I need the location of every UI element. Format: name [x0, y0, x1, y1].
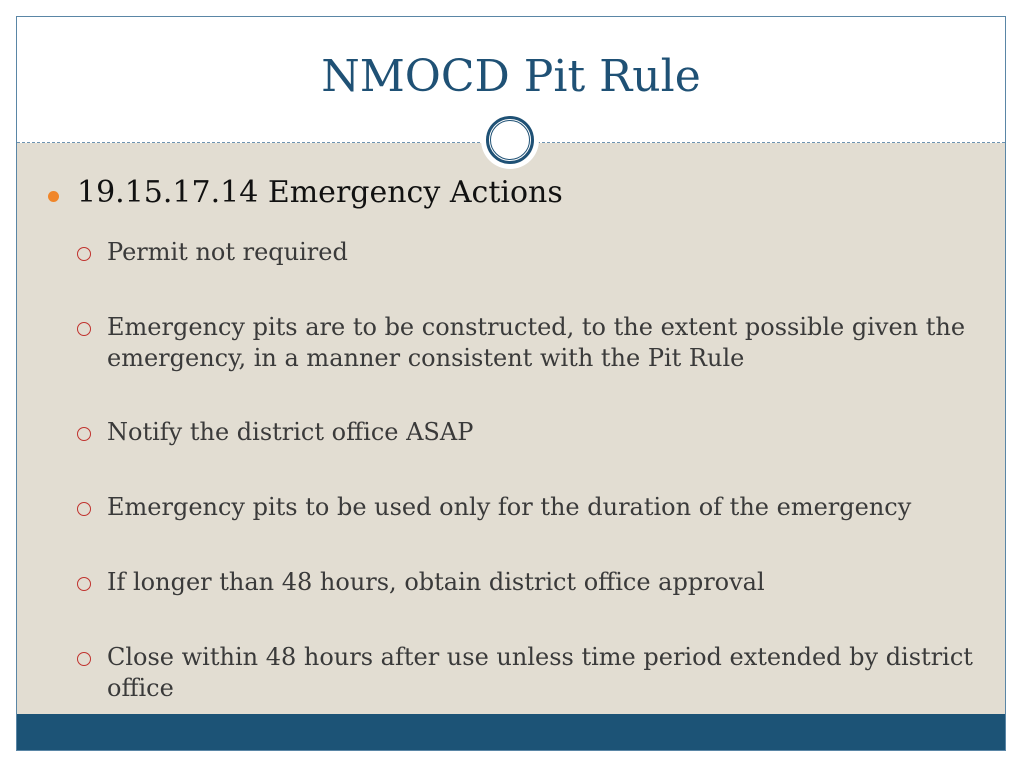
list-item: Emergency pits are to be constructed, to the extent possible given the emergency, in a manner consistent with the Pit Rule [107, 313, 966, 372]
bullet-circle-icon [77, 427, 91, 441]
section-heading: 19.15.17.14 Emergency Actions [77, 175, 563, 210]
list-item: Permit not required [107, 238, 348, 266]
slide-content [17, 143, 1005, 715]
bullet-dot-icon [48, 191, 59, 202]
bullet-circle-icon [77, 652, 91, 666]
footer-bar [17, 714, 1005, 750]
slide [16, 16, 1006, 751]
list-item: Notify the district office ASAP [107, 418, 474, 446]
list-item: If longer than 48 hours, obtain district office approval [107, 568, 765, 596]
list-item: Close within 48 hours after use unless time period extended by district office [107, 643, 973, 702]
list-item: Emergency pits to be used only for the duration of the emergency [107, 493, 912, 521]
bullet-circle-icon [77, 577, 91, 591]
bullet-circle-icon [77, 502, 91, 516]
bullet-circle-icon [77, 322, 91, 336]
bullet-circle-icon [77, 247, 91, 261]
slide-title: NMOCD Pit Rule [321, 51, 701, 102]
